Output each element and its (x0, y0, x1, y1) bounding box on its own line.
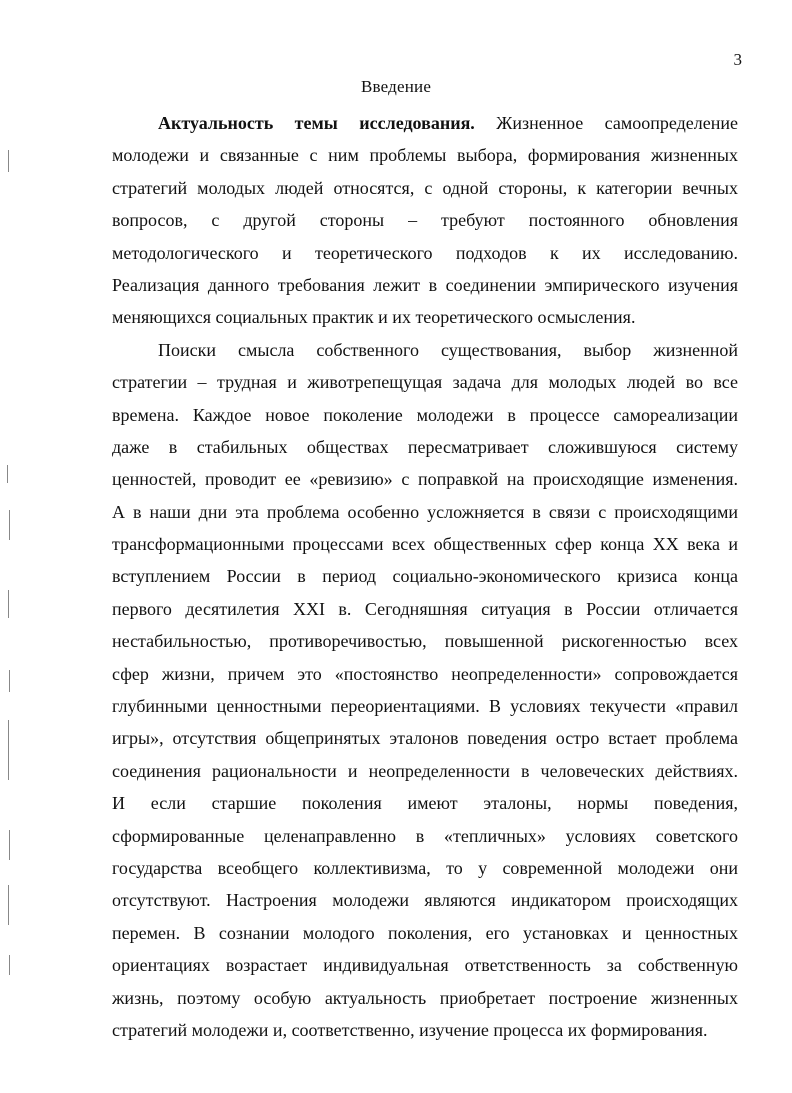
paragraph-2-line: времена. Каждое новое поколение молодежи в процессе самореализации (112, 404, 738, 425)
paragraph-2-line: даже в стабильных обществах пересматривает сложившуюся систему (112, 436, 738, 457)
paragraph-1-line: меняющихся социальных практик и их теоретического осмысления. (112, 307, 636, 328)
paragraph-2-line: игры», отсутствия общепринятых эталонов поведения остро встает проблема (112, 728, 738, 749)
page-number: 3 (733, 50, 742, 69)
section-heading: Введение (360, 77, 432, 96)
paragraph-2-line: глубинными ценностными переориентациями. В условиях текучести «правил (112, 696, 738, 717)
topic-relevance-lead: Актуальность темы исследования. (158, 113, 475, 133)
paragraph-2-line: И если старшие поколения имеют эталоны, нормы поведения, (112, 793, 738, 814)
paragraph-1-line-1 (112, 107, 738, 139)
paragraph-2-line: первого десятилетия XXI в. Сегодняшняя ситуация в России отличается (112, 598, 738, 619)
paragraph-2-line: перемен. В сознании молодого поколения, его установках и ценностных (112, 922, 738, 943)
paragraph-2-line: нестабильностью, противоречивостью, повышенной рискогенностью всех (112, 631, 738, 652)
paragraph-2-line: трансформационными процессами всех общественных сфер конца XX века и (112, 534, 738, 555)
paragraph-2-line: государства всеобщего коллективизма, то у современной молодежи они (112, 857, 738, 878)
paragraph-2-line: ценностей, проводит ее «ревизию» с поправкой на происходящие изменения. (112, 469, 738, 490)
scan-margin-artifacts (0, 0, 20, 1093)
paragraph-2-line: стратегий молодежи и, соответственно, изучение процесса их формирования. (112, 1019, 708, 1040)
paragraph-1-line: стратегий молодых людей относятся, с одной стороны, к категории вечных (112, 177, 738, 198)
paragraph-2-line: ориентациях возрастает индивидуальная ответственность за собственную (112, 955, 738, 976)
paragraph-2-line: сфер жизни, причем это «постоянство неопределенности» сопровождается (112, 663, 738, 684)
paragraph-1-line: вопросов, с другой стороны – требуют постоянного обновления (112, 210, 738, 231)
paragraph-2-line: А в наши дни эта проблема особенно усложняется в связи с происходящими (112, 501, 738, 522)
paragraph-1-first-line-rest: Жизненное самоопределение (474, 113, 738, 133)
paragraph-1-line: Реализация данного требования лежит в соединении эмпирического изучения (112, 274, 738, 295)
body-text (112, 107, 738, 1046)
paragraph-2-line: соединения рациональности и неопределенности в человеческих действиях. (112, 760, 738, 781)
paragraph-2-line: вступлением России в период социально-экономического кризиса конца (112, 566, 738, 587)
paragraph-2-line: стратегии – трудная и животрепещущая задача для молодых людей во все (112, 372, 738, 393)
paragraph-2-line: сформированные целенаправленно в «тепличных» условиях советского (112, 825, 738, 846)
paragraph-2-line: отсутствуют. Настроения молодежи являются индикатором происходящих (112, 890, 738, 911)
paragraph-1-line: методологического и теоретического подходов к их исследованию. (112, 242, 738, 263)
paragraph-2-line: жизнь, поэтому особую актуальность приобретает построение жизненных (112, 987, 738, 1008)
paragraph-1-line: молодежи и связанные с ним проблемы выбора, формирования жизненных (112, 145, 738, 166)
paragraph-2-line: Поиски смысла собственного существования, выбор жизненной (158, 339, 738, 360)
